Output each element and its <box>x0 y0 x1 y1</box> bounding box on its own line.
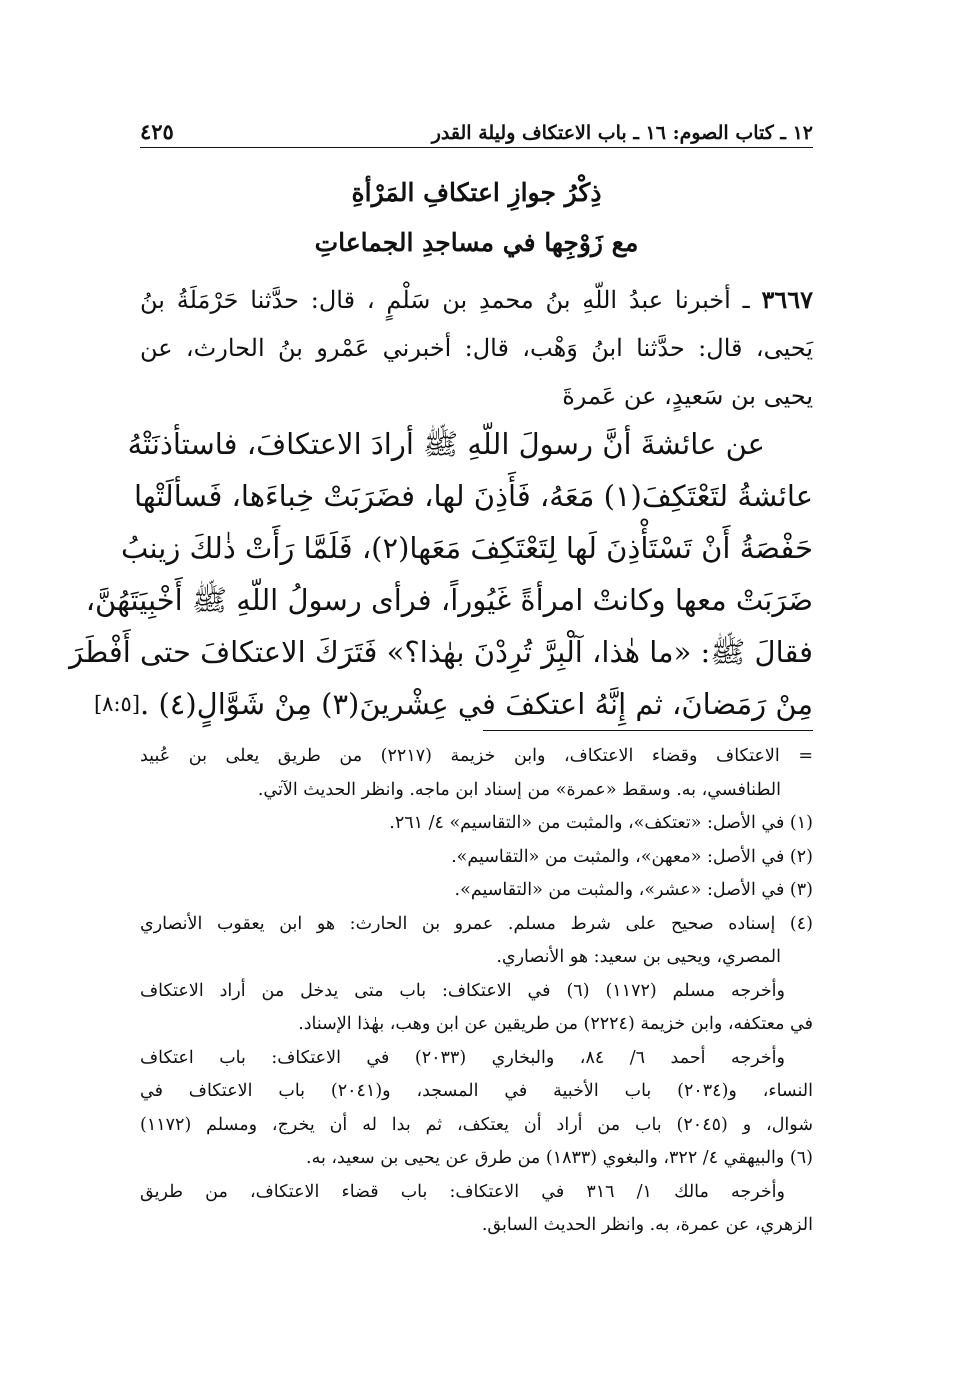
footnote-line: في معتكفه، وابن خزيمة (٢٢٢٤) من طريقين عن ابن وهب، بهٰذا الإسناد. <box>298 1014 813 1034</box>
footnote-line: المصري، ويحيى بن سعيد: هو الأنصاري. <box>496 947 781 967</box>
hadith-matn <box>69 418 813 730</box>
matn-line <box>93 678 813 730</box>
footnote-rule <box>483 730 813 731</box>
footnote-line: (٢) في الأصل: «معهن»، والمثبت من «التقاسيم». <box>451 846 813 867</box>
heading-line-2: مع زَوْجِها في مساجدِ الجماعاتِ <box>314 228 639 257</box>
footnote-line: (٤) إسناده صحيح على شرط مسلم. عمرو بن الحارث: هو ابن يعقوب الأنصاري <box>140 913 813 934</box>
footnote-line: وأخرجه مالك ١/ ٣١٦ في الاعتكاف: باب قضاء الاعتكاف، من طريق <box>140 1181 785 1202</box>
page-number: ٤٢٥ <box>140 119 174 144</box>
footnote-line: وأخرجه أحمد ٦/ ٨٤، والبخاري (٢٠٣٣) في الاعتكاف: باب اعتكاف <box>140 1047 785 1068</box>
matn-line: فقالَ ﷺ: «ما هٰذا، آلْبِرَّ تُرِدْنَ بهٰذا؟» فَتَرَكَ الاعتكافَ حتى أَفْطَرَ <box>69 635 813 669</box>
matn-line: عائشةُ لتَعْتَكِفَ(١) مَعَهُ، فَأَذِنَ لها، فضَرَبَتْ خِباءَها، فَسألَتْها <box>133 479 813 513</box>
footnote-line: (٦) والبيهقي ٤/ ٣٢٢، والبغوي (١٨٣٣) من طرق عن يحيى بن سعيد، به. <box>306 1148 813 1168</box>
header-rule <box>140 147 813 148</box>
chapter-title: ١٢ ـ كتاب الصوم: ١٦ ـ باب الاعتكاف وليلة القدر <box>431 122 813 144</box>
matn-line: عن عائشةَ أنَّ رسولَ اللّهِ ﷺ أرادَ الاعتكافَ، فاستأذنَتْهُ <box>127 427 765 461</box>
footnote-line: = الاعتكاف وقضاء الاعتكاف، وابن خزيمة (٢٢١٧) من طريق يعلى بن عُبيد <box>140 746 813 766</box>
hadith-reference: [٨:٥] <box>93 692 141 716</box>
matn-line: حَفْصَةُ أَنْ تَسْتَأْذِنَ لَها لِتَعْتَكِفَ مَعَها(٢)، فَلَمَّا رَأَتْ ذٰلكَ زينبُ <box>121 531 813 565</box>
footnote-line: الطنافسي، به. وسقط «عمرة» من إسناد ابن ماجه. وانظر الحديث الآتي. <box>257 779 781 800</box>
heading-line-1: ذِكْرُ جوازِ اعتكافِ المَرْأةِ <box>351 178 602 207</box>
running-header <box>140 112 813 144</box>
isnad-line: يَحيى، قال: حدَّثنا ابنُ وَهْب، قال: أخبرني عَمْرو بنُ الحارث، عن <box>140 334 813 362</box>
footnotes <box>140 740 813 1243</box>
isnad-line: ٣٦٦٧ ـ أخبرنا عبدُ اللّهِ بنُ محمدِ بن سَلْمٍ ، قال: حدَّثنا حَرْمَلَةُ بنُ <box>140 285 813 314</box>
matn-line: ضَرَبَتْ معها وكانتْ امرأةً غَيُوراً، فرأى رسولُ اللّهِ ﷺ أَخْبِيَتَهُنَّ، <box>85 583 813 617</box>
footnote-line: وأخرجه مسلم (١١٧٢) (٦) في الاعتكاف: باب متى يدخل من أراد الاعتكاف <box>140 980 786 1001</box>
footnote-line: شوال، و (٢٠٤٥) باب من أراد أن يعتكف، ثم بدا له أن يخرج، ومسلم (١١٧٢) <box>140 1114 813 1135</box>
hadith-isnad <box>140 276 813 420</box>
footnote-line: (١) في الأصل: «تعتكف»، والمثبت من «التقاسيم» ٤/ ٢٦١. <box>389 813 813 833</box>
hadith-number: ٣٦٦٧ <box>761 285 813 314</box>
footnote-line: النساء، و(٢٠٣٤) باب الأخبية في المسجد، و(٢٠٤١) باب الاعتكاف في <box>140 1081 813 1101</box>
section-heading <box>140 168 813 268</box>
isnad-line: يحيى بن سَعيدٍ، عن عَمرةَ <box>562 382 813 410</box>
matn-final-text: مِنْ رَمَضانَ، ثم إِنَّهُ اعتكفَ في عِشْرينَ(٣) مِنْ شَوَّالٍ(٤) . <box>140 687 813 721</box>
footnote-line: (٣) في الأصل: «عشر»، والمثبت من «التقاسيم». <box>454 880 813 900</box>
footnote-line: الزهري، عن عمرة، به. وانظر الحديث السابق. <box>481 1215 813 1235</box>
